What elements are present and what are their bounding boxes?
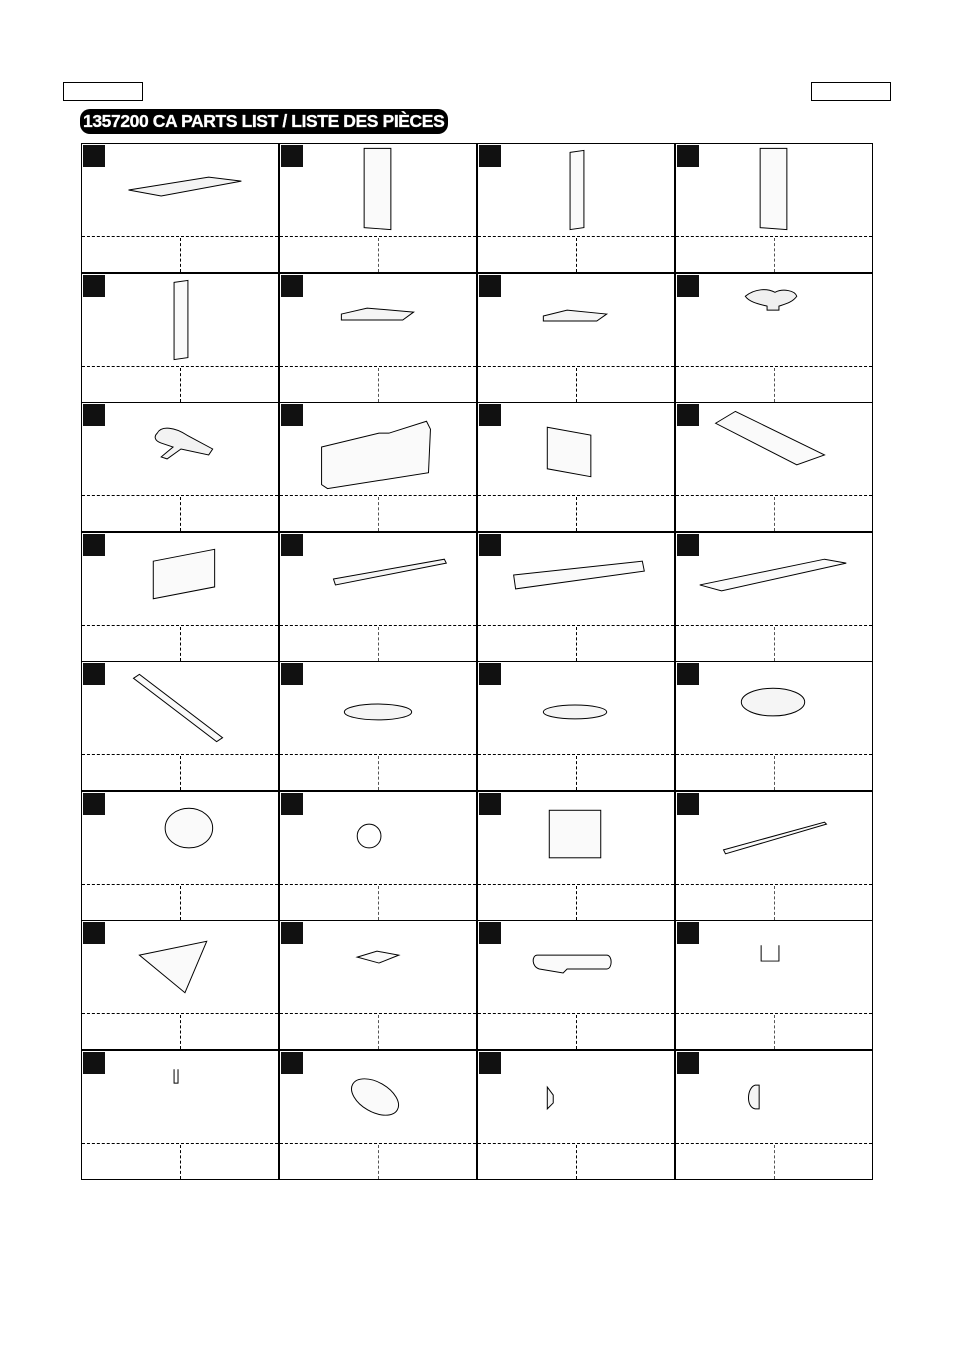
cue-stick-icon (676, 792, 872, 884)
qty-divider-horizontal (280, 754, 476, 755)
qty-divider-horizontal (82, 1143, 278, 1144)
qty-divider-vertical (378, 497, 379, 531)
qty-divider-horizontal (82, 754, 278, 755)
qty-divider-vertical (774, 886, 775, 920)
qty-divider-horizontal (478, 625, 674, 626)
qty-divider-horizontal (676, 754, 872, 755)
part-cell (477, 273, 675, 403)
narrow-leg-panel-icon (82, 274, 278, 366)
qty-divider-horizontal (280, 884, 476, 885)
parts-list-title-text: 1357200 CA PARTS LIST / LISTE DES PIÈCES (83, 111, 445, 131)
slotted-plate-icon (280, 403, 476, 495)
qty-divider-horizontal (676, 884, 872, 885)
qty-divider-horizontal (82, 236, 278, 237)
part-cell (279, 791, 477, 921)
narrow-leg-panel-icon (478, 144, 674, 236)
qty-divider-vertical (576, 1145, 577, 1179)
qty-divider-vertical (774, 627, 775, 661)
qty-divider-vertical (378, 238, 379, 272)
part-cell (477, 1050, 675, 1180)
qty-divider-vertical (576, 238, 577, 272)
qty-divider-horizontal (280, 236, 476, 237)
parts-list-title (80, 109, 448, 134)
qty-divider-vertical (576, 756, 577, 790)
qty-divider-horizontal (478, 495, 674, 496)
qty-divider-vertical (180, 756, 181, 790)
qty-divider-vertical (774, 497, 775, 531)
l-rail-icon (280, 533, 476, 625)
part-cell (675, 920, 873, 1050)
qty-divider-horizontal (676, 1013, 872, 1014)
qty-divider-vertical (576, 1015, 577, 1049)
part-cell (675, 791, 873, 921)
table-frame-icon (82, 144, 278, 236)
hook-clip-icon (82, 403, 278, 495)
long-strip-icon (478, 533, 674, 625)
leg-panel-icon (676, 144, 872, 236)
qty-divider-horizontal (676, 1143, 872, 1144)
qty-divider-horizontal (478, 1013, 674, 1014)
part-cell (81, 920, 279, 1050)
qty-divider-horizontal (478, 366, 674, 367)
qty-divider-vertical (576, 497, 577, 531)
parts-grid (81, 143, 874, 1179)
qty-divider-horizontal (676, 236, 872, 237)
qty-divider-vertical (180, 497, 181, 531)
qty-divider-vertical (576, 627, 577, 661)
paddle-icon (82, 792, 278, 884)
part-cell (477, 143, 675, 273)
part-cell (477, 532, 675, 662)
part-cell (81, 143, 279, 273)
qty-divider-vertical (378, 627, 379, 661)
qty-divider-horizontal (478, 236, 674, 237)
triangle-rack-icon (82, 921, 278, 1013)
part-cell (675, 661, 873, 791)
qty-divider-vertical (180, 238, 181, 272)
u-bracket-icon (478, 403, 674, 495)
qty-divider-vertical (576, 886, 577, 920)
part-cell (279, 1050, 477, 1180)
brush-icon (478, 921, 674, 1013)
part-cell (477, 402, 675, 532)
qty-divider-horizontal (82, 1013, 278, 1014)
qty-divider-horizontal (82, 884, 278, 885)
part-cell (675, 1050, 873, 1180)
qty-divider-vertical (180, 1015, 181, 1049)
part-cell (279, 143, 477, 273)
spring-assembly-icon (82, 1051, 278, 1143)
qty-divider-vertical (378, 756, 379, 790)
part-cell (81, 661, 279, 791)
flat-board-icon (676, 403, 872, 495)
qty-divider-horizontal (478, 884, 674, 885)
qty-divider-horizontal (82, 366, 278, 367)
ball-sheet-icon (478, 792, 674, 884)
qty-divider-horizontal (676, 625, 872, 626)
part-cell (279, 661, 477, 791)
leg-panel-icon (280, 144, 476, 236)
ball-icon (280, 792, 476, 884)
qty-divider-horizontal (280, 1013, 476, 1014)
part-cell (279, 402, 477, 532)
u-bolt-icon (676, 921, 872, 1013)
oval-cover-icon (280, 1051, 476, 1143)
qty-divider-vertical (774, 756, 775, 790)
qty-divider-vertical (774, 1145, 775, 1179)
qty-divider-horizontal (82, 625, 278, 626)
part-cell (675, 273, 873, 403)
qty-divider-horizontal (280, 495, 476, 496)
qty-divider-horizontal (280, 1143, 476, 1144)
pusher-icon (280, 662, 476, 754)
part-cell (279, 920, 477, 1050)
flat-screw-icon (478, 1051, 674, 1143)
small-panel-icon (82, 533, 278, 625)
qty-divider-vertical (774, 1015, 775, 1049)
qty-divider-vertical (180, 627, 181, 661)
right-label-box (811, 82, 891, 101)
part-cell (81, 273, 279, 403)
part-cell (477, 920, 675, 1050)
part-cell (81, 791, 279, 921)
wood-bar-icon (82, 662, 278, 754)
disc-cover-icon (478, 662, 674, 754)
qty-divider-vertical (774, 238, 775, 272)
qty-divider-horizontal (676, 495, 872, 496)
corner-bracket-icon (280, 274, 476, 366)
qty-divider-vertical (774, 368, 775, 402)
part-cell (81, 532, 279, 662)
part-cell (477, 791, 675, 921)
chalk-cube-icon (280, 921, 476, 1013)
qty-divider-vertical (378, 368, 379, 402)
qty-divider-vertical (576, 368, 577, 402)
qty-divider-horizontal (280, 366, 476, 367)
qty-divider-horizontal (478, 754, 674, 755)
round-screw-icon (676, 1051, 872, 1143)
qty-divider-horizontal (478, 1143, 674, 1144)
part-cell (81, 1050, 279, 1180)
qty-divider-vertical (180, 368, 181, 402)
qty-divider-horizontal (82, 495, 278, 496)
part-cell (279, 532, 477, 662)
part-cell (477, 661, 675, 791)
part-cell (675, 402, 873, 532)
part-cell (675, 143, 873, 273)
ring-icon (676, 662, 872, 754)
qty-divider-horizontal (676, 366, 872, 367)
qty-divider-vertical (180, 1145, 181, 1179)
part-cell (675, 532, 873, 662)
qty-divider-vertical (378, 1015, 379, 1049)
part-cell (81, 402, 279, 532)
qty-divider-vertical (180, 886, 181, 920)
qty-divider-horizontal (280, 625, 476, 626)
long-board-icon (676, 533, 872, 625)
qty-divider-vertical (378, 1145, 379, 1179)
leveler-knob-icon (676, 274, 872, 366)
part-cell (279, 273, 477, 403)
qty-divider-vertical (378, 886, 379, 920)
left-label-box (63, 82, 143, 101)
corner-bracket-small-icon (478, 274, 674, 366)
